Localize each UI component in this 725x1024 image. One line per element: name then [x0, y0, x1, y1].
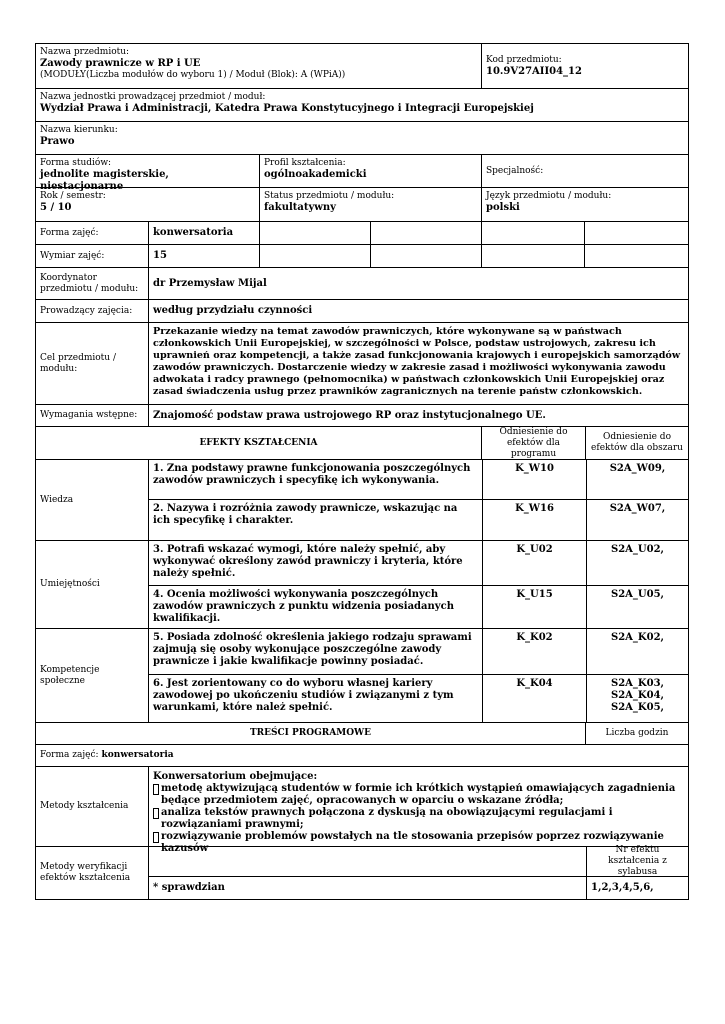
- program-title: TREŚCI PROGRAMOWE: [249, 728, 372, 738]
- effect-row: [149, 675, 688, 722]
- study-form-value: jednolite magisterskie, niestacjonarne: [40, 169, 169, 192]
- syllabus-form: [35, 43, 689, 900]
- effects-col-area: Odniesienie do efektów dla obszaru: [585, 427, 688, 459]
- study-row: [35, 155, 689, 192]
- group-items: [148, 460, 688, 540]
- study-form-label: Forma studiów:: [40, 158, 112, 168]
- study-form-cell: [36, 155, 259, 192]
- methods-row: [35, 767, 689, 854]
- hours-value: 15: [148, 245, 259, 267]
- coordinator-value: dr Przemysław Mijal: [148, 268, 688, 299]
- effect-area: S2A_W09,: [586, 460, 688, 499]
- subject-module: (MODUŁY(Liczba modułów do wyboru 1) / Moduł (Blok): A (WPiA)): [40, 70, 346, 80]
- group-name: Kompetencje społeczne: [40, 664, 100, 686]
- effects-header-row: [35, 427, 689, 460]
- bullet-icon: [153, 784, 159, 795]
- specialty-cell: [481, 155, 688, 187]
- subject-name: Zawody prawnicze w RP i UE: [40, 58, 201, 69]
- effect-program: K_K02: [482, 629, 586, 674]
- direction-label: Nazwa kierunku:: [40, 125, 118, 135]
- profile-label: Profil kształcenia:: [264, 158, 346, 168]
- unit-row: [35, 89, 689, 122]
- methods-item: [153, 783, 684, 807]
- language-label: Język przedmiotu / modułu:: [486, 191, 612, 201]
- effect-text: 3. Potrafi wskazać wymogi, które należy spełnić, aby wykonywać określony zawód prawniczy i kryteria, które należy spełnić.: [153, 544, 463, 579]
- verification-effects: 1,2,3,4,5,6,: [586, 877, 688, 899]
- effects-group-competences: [35, 629, 689, 723]
- empty-cell: [584, 222, 688, 244]
- unit-label: Nazwa jednostki prowadzącej przedmiot / moduł:: [40, 92, 266, 102]
- empty-cell: [481, 222, 584, 244]
- code-label: Kod przedmiotu:: [486, 55, 562, 65]
- year-value: 5 / 10: [40, 202, 72, 213]
- requirements-label: Wymagania wstępne:: [40, 410, 138, 420]
- verification-label: Metody weryfikacji efektów kształcenia: [40, 862, 131, 883]
- effects-title-cell: [36, 427, 481, 459]
- effect-program: K_U02: [482, 541, 586, 585]
- teacher-label: Prowadzący zajęcia:: [40, 305, 133, 316]
- effects-title: EFEKTY KSZTAŁCENIA: [199, 437, 318, 448]
- methods-item-text: analiza tekstów prawnych połączona z dyskusją na obowiązującymi regulacjami i rozwiązaniami prawnymi;: [161, 807, 613, 830]
- methods-label: Metody kształcenia: [40, 801, 129, 811]
- status-value: fakultatywny: [264, 202, 336, 213]
- direction-cell: [36, 122, 688, 154]
- verification-table: [148, 847, 688, 899]
- language-cell: [481, 188, 688, 221]
- form-line-value: konwersatoria: [101, 750, 174, 760]
- effect-area: S2A_U05,: [586, 586, 688, 628]
- verification-col-label: Nr efektu kształcenia z sylabusa: [586, 847, 688, 876]
- subject-label: Nazwa przedmiotu:: [40, 47, 130, 57]
- verification-header: [149, 847, 688, 877]
- effect-text: 1. Zna podstawy prawne funkcjonowania poszczególnych zawodów prawniczych i specyfikę ich wykonywania.: [153, 463, 471, 486]
- empty-cell: [259, 245, 370, 267]
- program-header-row: [35, 723, 689, 745]
- teacher-row: [35, 300, 689, 323]
- effect-area: S2A_W07,: [586, 500, 688, 540]
- group-name: Wiedza: [40, 494, 74, 505]
- hours-row: [35, 245, 689, 268]
- bullet-icon: [153, 832, 159, 843]
- effect-row: [149, 500, 688, 540]
- effect-program: K_W10: [482, 460, 586, 499]
- effect-program: K_W16: [482, 500, 586, 540]
- coordinator-row: [35, 268, 689, 300]
- header-row: [35, 43, 689, 89]
- group-items: [148, 629, 688, 722]
- empty-cell: [584, 245, 688, 267]
- effect-area: S2A_K02,: [586, 629, 688, 674]
- form-line-row: [35, 745, 689, 767]
- effect-text: 4. Ocenia możliwości wykonywania poszczególnych zawodów prawniczych z punktu widzenia posiadanych kwalifikacji.: [153, 589, 454, 624]
- methods-item-text: metodę aktywizującą studentów w formie ich krótkich wystąpień omawiających zagadnienia będące przedmiotem zajęć, opracowanych w oparciu o wskazane źródła;: [161, 783, 676, 806]
- empty-cell: [259, 222, 370, 244]
- coordinator-label: Koordynator przedmiotu / modułu:: [40, 272, 139, 294]
- profile-cell: [259, 155, 481, 187]
- year-cell: [36, 188, 259, 221]
- empty-cell: [370, 222, 481, 244]
- unit-value: Wydział Prawa i Administracji, Katedra Prawa Konstytucyjnego i Integracji Europejskiej: [40, 103, 534, 114]
- code-value: 10.9V27AII04_12: [486, 66, 582, 77]
- effects-group-skills: [35, 541, 689, 629]
- methods-intro: Konwersatorium obejmujące:: [153, 771, 318, 782]
- class-form-label: Forma zajęć:: [40, 227, 99, 238]
- class-form-value: konwersatoria: [148, 222, 259, 244]
- direction-value: Prawo: [40, 136, 75, 147]
- effect-text: 6. Jest zorientowany co do wyboru własnej kariery zawodowej po ukończeniu studiów i związanymi z tym warunkami, które należ spełnić.: [153, 678, 454, 713]
- empty-cell: [370, 245, 481, 267]
- verification-row: [35, 847, 689, 900]
- effect-program: K_K04: [482, 675, 586, 722]
- form-line-label: Forma zajęć:: [40, 750, 99, 760]
- program-title-cell: [36, 723, 585, 744]
- specialty-label: Specjalność:: [486, 166, 544, 176]
- program-hours-col: Liczba godzin: [585, 723, 688, 744]
- code-cell: [481, 44, 688, 88]
- year-row: [35, 188, 689, 222]
- verification-method: * sprawdzian: [153, 882, 225, 893]
- goal-row: [35, 323, 689, 405]
- effects-group-knowledge: [35, 460, 689, 541]
- methods-content: [148, 767, 688, 854]
- effect-text: 2. Nazywa i rozróżnia zawody prawnicze, wskazując na ich specyfikę i charakter.: [153, 503, 458, 526]
- status-cell: [259, 188, 481, 221]
- verification-item: [149, 877, 688, 899]
- year-label: Rok / semestr:: [40, 191, 106, 201]
- methods-item-text: rozwiązywanie problemów powstałych na tle stosowania przepisów poprzez rozwiązywanie kazusów: [161, 831, 664, 854]
- unit-cell: [36, 89, 688, 121]
- effect-row: [149, 586, 688, 628]
- requirements-row: [35, 405, 689, 427]
- methods-item: [153, 807, 684, 831]
- effects-col-program: Odniesienie do efektów dla programu: [481, 427, 585, 459]
- hours-label: Wymiar zajęć:: [40, 250, 105, 261]
- profile-value: ogólnoakademicki: [264, 169, 367, 180]
- effect-text: 5. Posiada zdolność określenia jakiego rodzaju sprawami zajmują się osoby wykonujące poszczególne zawody prawnicze i jakie kwalifikacje powinny posiadać.: [153, 632, 472, 667]
- goal-value: Przekazanie wiedzy na temat zawodów prawniczych, które wykonywane są w państwach członkowskich Unii Europejskiej, w szczególności w Polsce, podstaw ustrojowych, zakresu ich uprawnień oraz kompetencji, a także zasad funkcjonowania krajowych i europejskich samorządów zawodów prawniczych. Dostarczenie wiedzy w zakresie zasad i możliwości wykonywania zawodu adwokata i radcy prawnego (pełnomocnika) w państwach członkowskich Unii Europejskiej oraz zasad świadczenia usług przez prawników zagranicznych na terenie państw członkowskich.: [148, 323, 688, 404]
- subject-cell: [36, 44, 481, 88]
- effect-area: S2A_U02,: [586, 541, 688, 585]
- group-name: Umiejętności: [40, 579, 100, 589]
- status-label: Status przedmiotu / modułu:: [264, 191, 395, 201]
- bullet-icon: [153, 808, 159, 819]
- class-form-row: [35, 222, 689, 245]
- form-line-cell: [36, 745, 688, 766]
- empty-cell: [481, 245, 584, 267]
- teacher-value: według przydziału czynności: [148, 300, 688, 322]
- direction-row: [35, 122, 689, 155]
- effect-row: [149, 629, 688, 675]
- effect-program: K_U15: [482, 586, 586, 628]
- group-items: [148, 541, 688, 628]
- empty-cell: [149, 847, 586, 876]
- goal-label: Cel przedmiotu / modułu:: [40, 352, 116, 374]
- effect-row: [149, 541, 688, 586]
- effect-area: S2A_K03, S2A_K04, S2A_K05,: [586, 675, 688, 722]
- requirements-value: Znajomość podstaw prawa ustrojowego RP oraz instytucjonalnego UE.: [148, 405, 688, 426]
- effect-row: [149, 460, 688, 500]
- language-value: polski: [486, 202, 520, 213]
